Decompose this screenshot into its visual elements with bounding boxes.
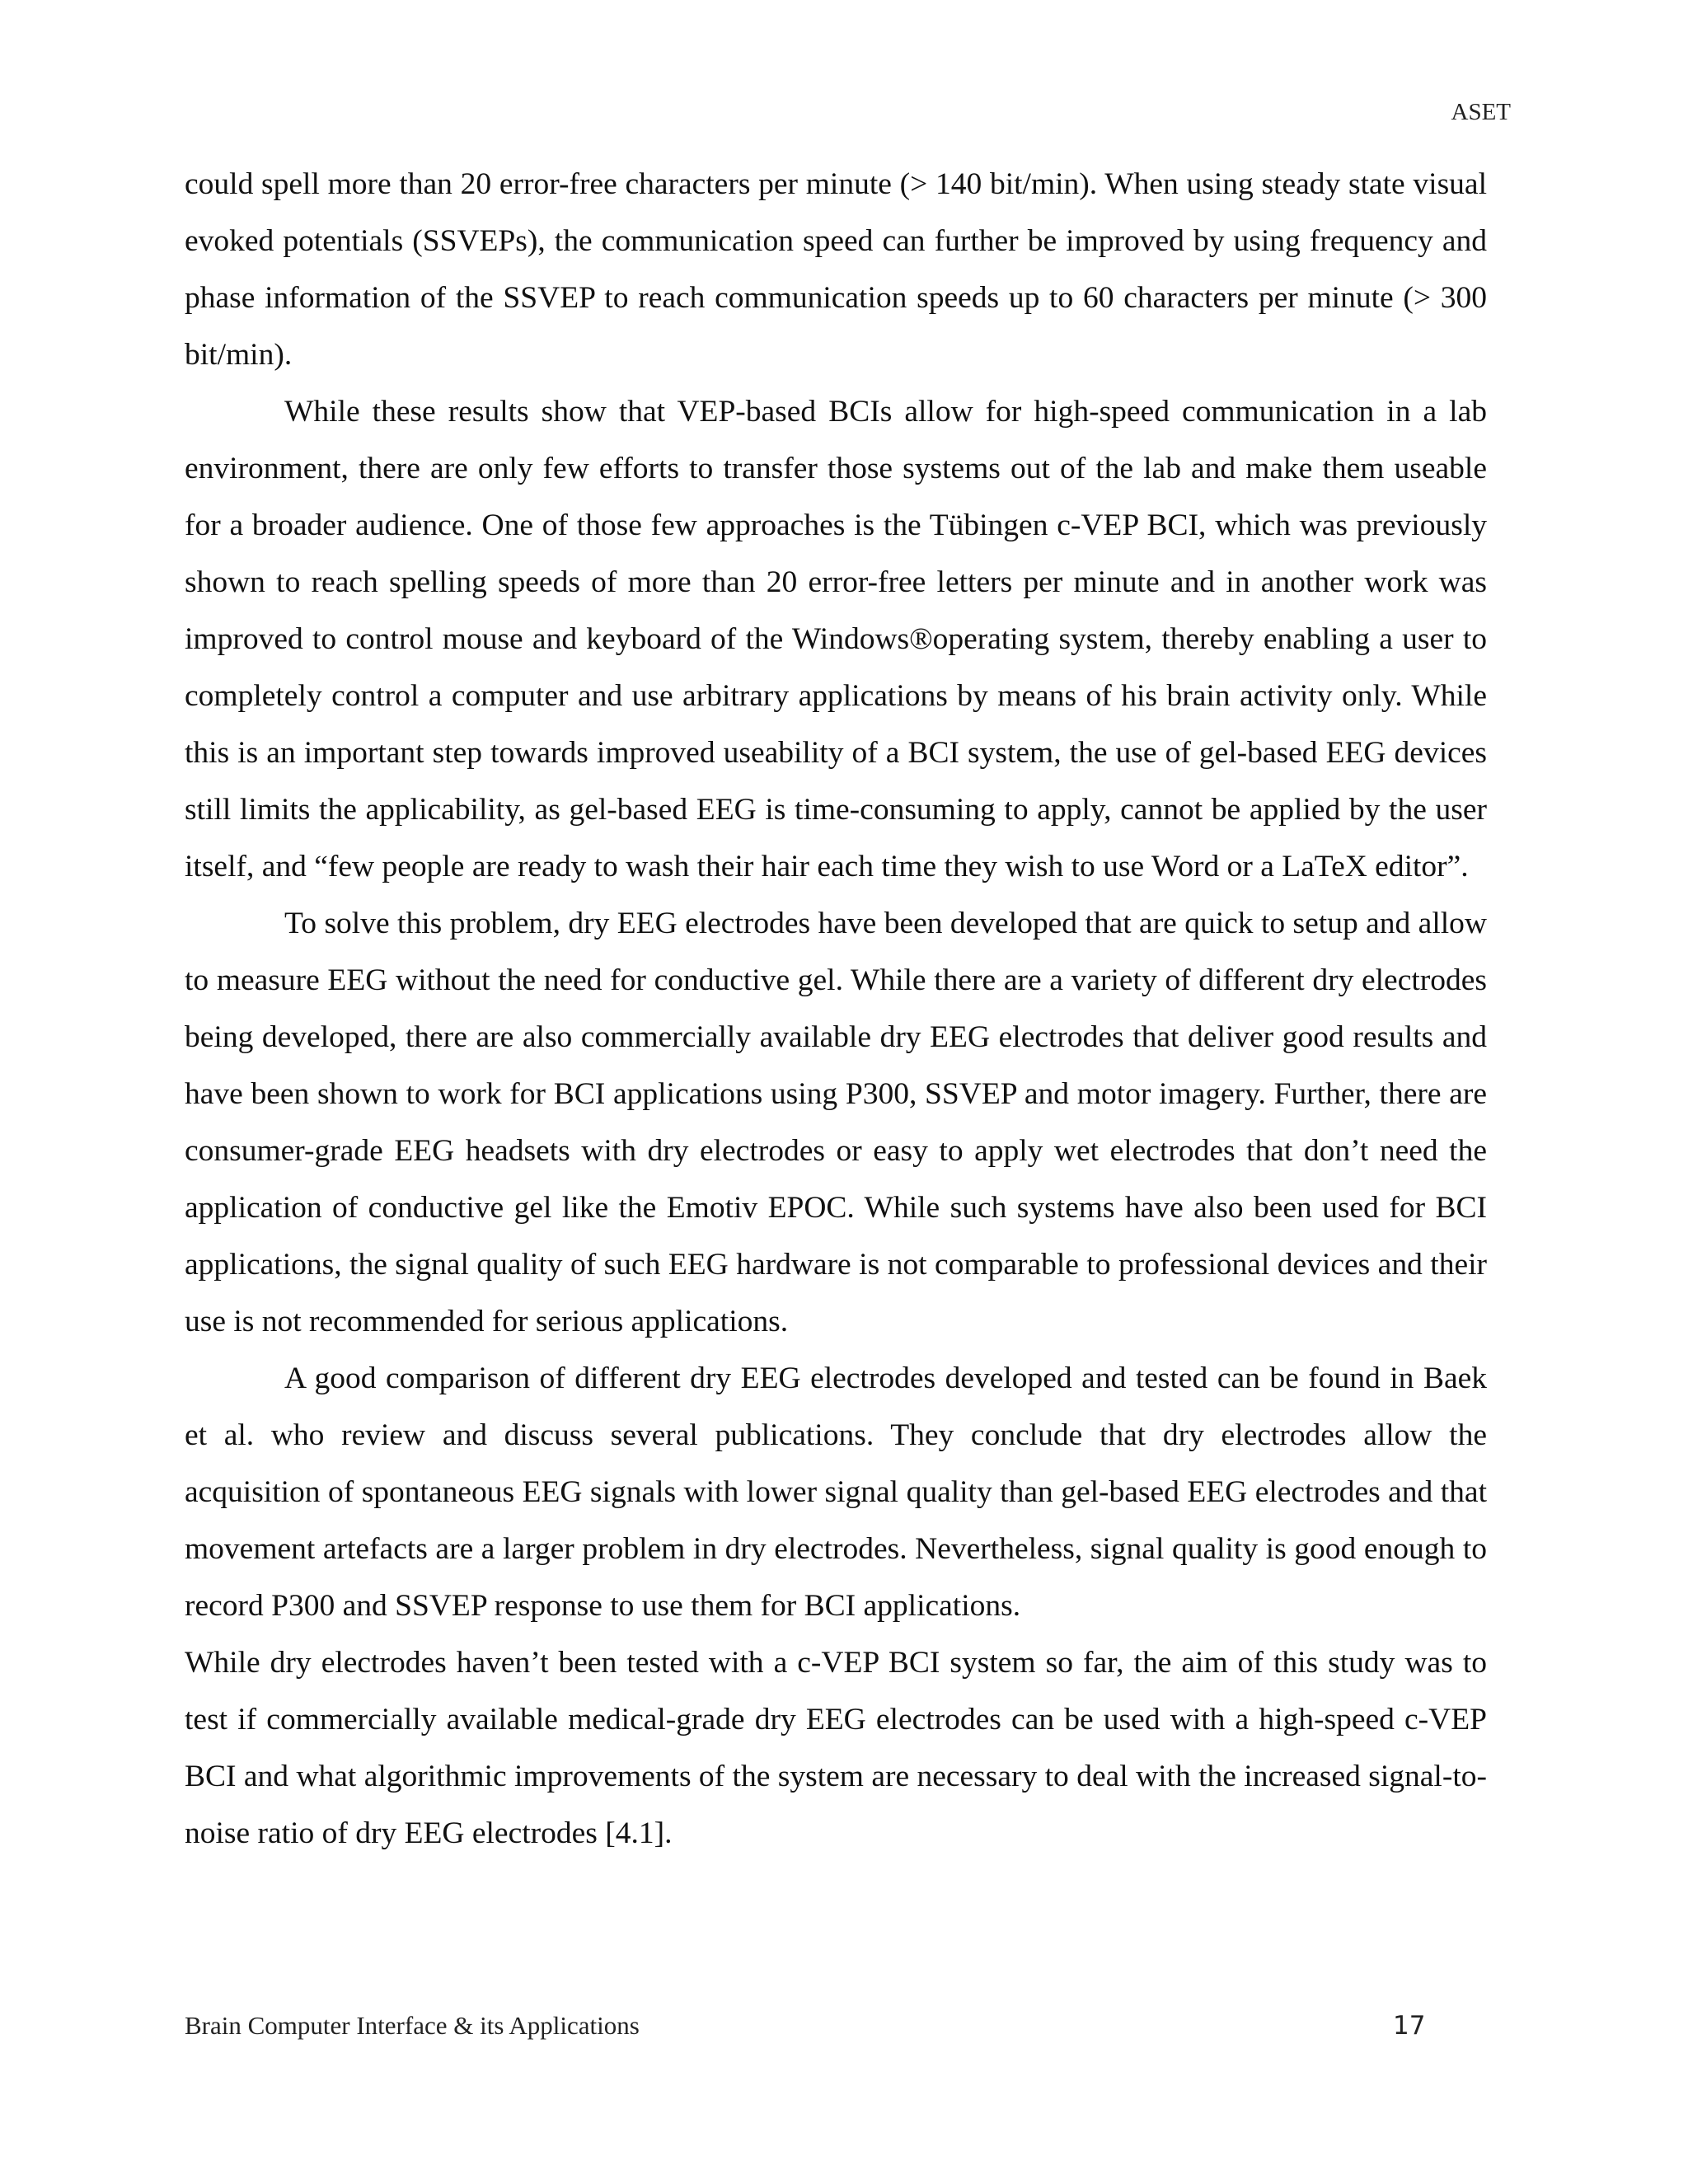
paragraph-2: While these results show that VEP-based BCIs allow for high-speed communication in a lab environment, there are only few efforts to transfer those systems out of the lab and make them useable for a broader audience. One of those few approaches is the Tübingen c-VEP BCI, which was previously shown to reach spelling speeds of more than 20 error-free letters per minute and in another work was improved to control mouse and keyboard of the Windows®operating system, thereby enabling a user to completely control a computer and use arbitrary applications by means of his brain activity only. While this is an important step towards improved useability of a BCI system, the use of gel-based EEG devices still limits the applicability, as gel-based EEG is time-consuming to apply, cannot be applied by the user itself, and “few people are ready to wash their hair each time they wish to use Word or a LaTeX editor”. (185, 395, 1487, 883)
page-number: 17 (1393, 2011, 1426, 2041)
paragraph-4: A good comparison of different dry EEG electrodes developed and tested can be found in Baek et al. who review and discuss several publications. They conclude that dry electrodes allow the acquisition of spontaneous EEG signals with lower signal quality than gel-based EEG electrodes and that movement artefacts are a larger problem in dry electrodes. Nevertheless, signal quality is good enough to record P300 and SSVEP response to use them for BCI applications. (185, 1361, 1487, 1623)
paragraph-5: While dry electrodes haven’t been tested with a c-VEP BCI system so far, the aim of this study was to test if commercially available medical-grade dry EEG electrodes can be used with a high-speed c-VEP BCI and what algorithmic improvements of the system are necessary to deal with the increased signal-to-noise ratio of dry EEG electrodes [4.1]. (185, 1646, 1487, 1850)
page-body (185, 156, 1487, 1862)
paragraph-3: To solve this problem, dry EEG electrodes have been developed that are quick to setup and allow to measure EEG without the need for conductive gel. While there are a variety of different dry electrodes being developed, there are also commercially available dry EEG electrodes that deliver good results and have been shown to work for BCI applications using P300, SSVEP and motor imagery. Further, there are consumer-grade EEG headsets with dry electrodes or easy to apply wet electrodes that don’t need the application of conductive gel like the Emotiv EPOC. While such systems have also been used for BCI applications, the signal quality of such EEG hardware is not comparable to professional devices and their use is not recommended for serious applications. (185, 907, 1487, 1338)
running-header: ASET (1451, 99, 1511, 125)
paragraph-1: could spell more than 20 error-free characters per minute (> 140 bit/min). When using steady state visual evoked potentials (SSVEPs), the communication speed can further be improved by using frequency and phase information of the SSVEP to reach communication speeds up to 60 characters per minute (> 300 bit/min). (185, 167, 1487, 372)
footer-book-title: Brain Computer Interface & its Applications (185, 2011, 640, 2040)
